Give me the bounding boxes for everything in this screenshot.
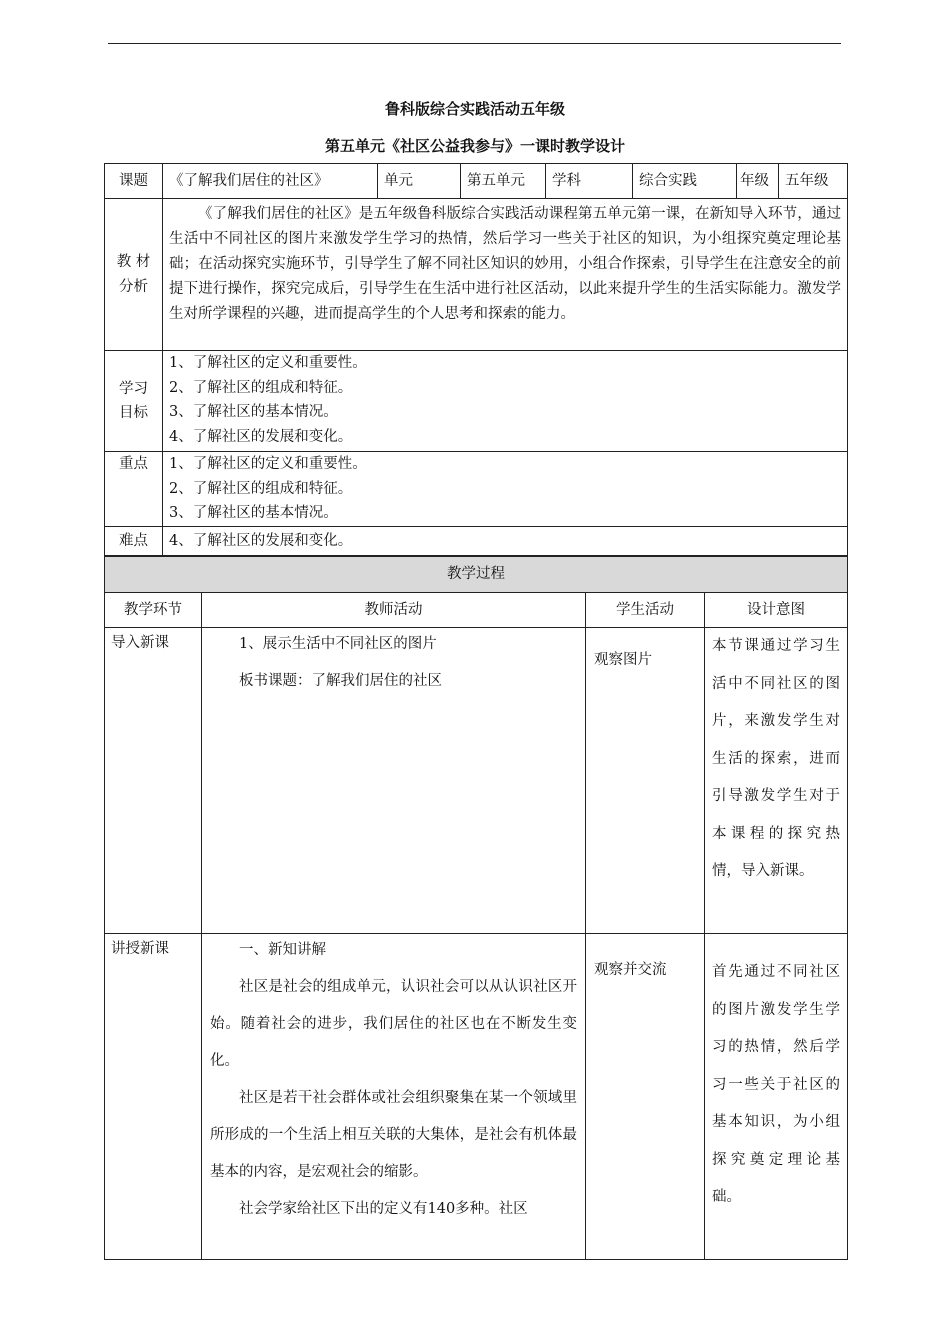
design-intent: 本节课通过学习生活中不同社区的图片，来激发学生对生活的探索，进而引导激发学生对于本课程的探究热情，导入新课。 — [705, 628, 848, 934]
header-rule — [108, 43, 841, 44]
lesson-info-table — [104, 163, 848, 556]
analysis-text: 《了解我们居住的社区》是五年级鲁科版综合实践活动课程第五单元第一课，在新知导入环节，通过生活中不同社区的图片来激发学生学习的热情，然后学习一些关于社区的知识，为小组探究奠定理论基础；在活动探究实施环节，引导学生了解不同社区知识的妙用，小组合作探索，引导学生在注意安全的前提下进行操作，探究完成后，引导学生在生活中进行社区活动，以此来提升学生的生活实际能力。激发学生对所学课程的兴趣，进而提高学生的个人思考和探索的能力。 — [163, 199, 848, 351]
objective-item: 1、了解社区的定义和重要性。 — [169, 355, 367, 371]
analysis-label-line2: 分析 — [119, 278, 148, 295]
objectives-label-line2: 目标 — [119, 405, 148, 421]
analysis-label — [105, 199, 163, 351]
objective-item: 3、了解社区的基本情况。 — [169, 404, 338, 420]
key-point-item: 2、了解社区的组成和特征。 — [169, 480, 353, 497]
key-points-list — [163, 452, 848, 527]
teacher-activity — [202, 934, 586, 1260]
teacher-paragraph: 社区是社会的组成单元，认识社会可以从认识社区开始。随着社会的进步，我们居住的社区也在不断发生变化。 — [210, 979, 577, 1069]
grade-value: 五年级 — [779, 164, 848, 199]
design-intent: 首先通过不同社区的图片激发学生学习的热情，然后学习一些关于社区的基本知识，为小组探究奠定理论基础。 — [705, 934, 848, 1260]
key-points-label: 重点 — [105, 452, 163, 527]
objective-item: 4、了解社区的发展和变化。 — [169, 428, 353, 445]
objectives-row — [105, 351, 848, 452]
teacher-paragraph: 社区是若干社会群体或社会组织聚集在某一个领域里所形成的一个生活上相互关联的大集体，是社会有机体最基本的内容，是宏观社会的缩影。 — [210, 1090, 577, 1180]
col-teacher-header: 教师活动 — [202, 593, 586, 628]
grade-label: 年级 — [737, 164, 779, 199]
key-point-item: 1、了解社区的定义和重要性。 — [169, 456, 367, 472]
difficulty-text: 4、了解社区的发展和变化。 — [163, 527, 848, 556]
analysis-row — [105, 199, 848, 351]
teacher-activity — [202, 628, 586, 934]
objectives-list — [163, 351, 848, 452]
process-header-row — [105, 593, 848, 628]
document-title: 鲁科版综合实践活动五年级 — [384, 100, 565, 118]
stage-label: 讲授新课 — [105, 934, 202, 1260]
process-row-intro — [105, 628, 848, 934]
topic-value: 《了解我们居住的社区》 — [163, 164, 378, 199]
teacher-line: 一、新知讲解 — [239, 942, 326, 958]
student-activity: 观察并交流 — [586, 934, 705, 1260]
key-points-row — [105, 452, 848, 527]
student-activity: 观察图片 — [586, 628, 705, 934]
stage-label: 导入新课 — [105, 628, 202, 934]
info-row — [105, 164, 848, 199]
analysis-label-line1: 教 材 — [116, 254, 151, 270]
difficulty-row — [105, 527, 848, 556]
process-heading-row — [105, 557, 848, 593]
process-heading: 教学过程 — [105, 557, 848, 593]
teacher-paragraph: 社会学家给社区下出的定义有140多种。社区 — [239, 1201, 528, 1217]
document-subtitle: 第五单元《社区公益我参与》一课时教学设计 — [324, 137, 625, 155]
topic-label: 课题 — [105, 164, 163, 199]
subject-value: 综合实践 — [633, 164, 737, 199]
process-row-new — [105, 934, 848, 1260]
teaching-process-table — [104, 556, 848, 1260]
objectives-label-line1: 学习 — [119, 380, 148, 397]
col-student-header: 学生活动 — [586, 593, 705, 628]
unit-value: 第五单元 — [461, 164, 546, 199]
col-design-header: 设计意图 — [705, 593, 848, 628]
objectives-label — [105, 351, 163, 452]
teacher-line: 板书课题：了解我们居住的社区 — [239, 673, 442, 689]
unit-label: 单元 — [378, 164, 461, 199]
key-point-item: 3、了解社区的基本情况。 — [169, 505, 338, 521]
teacher-line: 1、展示生活中不同社区的图片 — [239, 636, 437, 652]
objective-item: 2、了解社区的组成和特征。 — [169, 379, 353, 396]
difficulty-label: 难点 — [105, 527, 163, 556]
subject-label: 学科 — [546, 164, 633, 199]
col-stage-header: 教学环节 — [105, 593, 202, 628]
